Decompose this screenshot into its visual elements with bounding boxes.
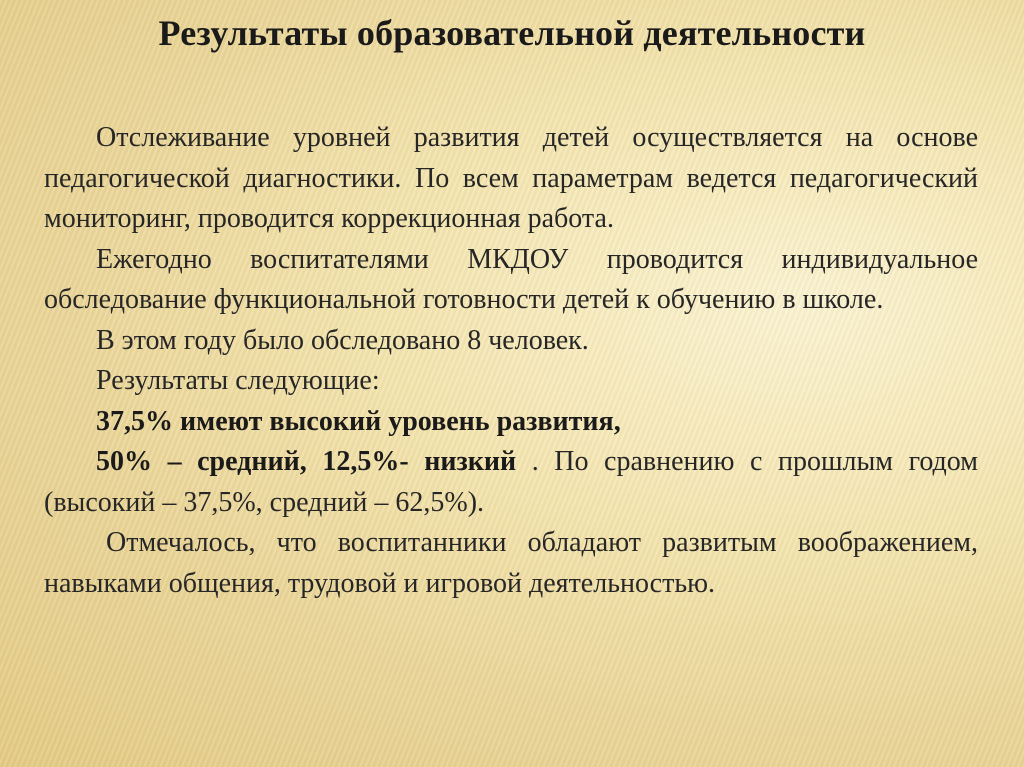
paragraph-monitoring: Отслеживание уровней развития детей осуществляется на основе педагогической диагностики. По всем параметрам ведется педагогический мониторинг, проводится коррекционная работа. [44, 122, 978, 234]
slide-body [44, 118, 978, 604]
paragraph-high-level: 37,5% имеют высокий уровень развития, [96, 405, 621, 437]
comparison-text: . По сравнению с прошлым годом (высокий – 37,5%, средний – 62,5%). [44, 446, 978, 518]
slide-title: Результаты образовательной деятельности [158, 13, 866, 53]
paragraph-annual-survey: Ежегодно воспитателями МКДОУ проводится индивидуальное обследование функциональной готовности детей к обучению в школе. [44, 243, 978, 315]
medium-low-results: 50% – средний, 12,5%- низкий [96, 446, 517, 477]
paragraph-results-intro: Результаты следующие: [96, 365, 380, 396]
paragraph-observations: Отмечалось, что воспитанники обладают развитым воображением, навыками общения, трудовой и игровой деятельностью. [44, 527, 978, 599]
paragraph-comparison [44, 442, 978, 523]
paragraph-surveyed-count: В этом году было обследовано 8 человек. [96, 324, 589, 356]
